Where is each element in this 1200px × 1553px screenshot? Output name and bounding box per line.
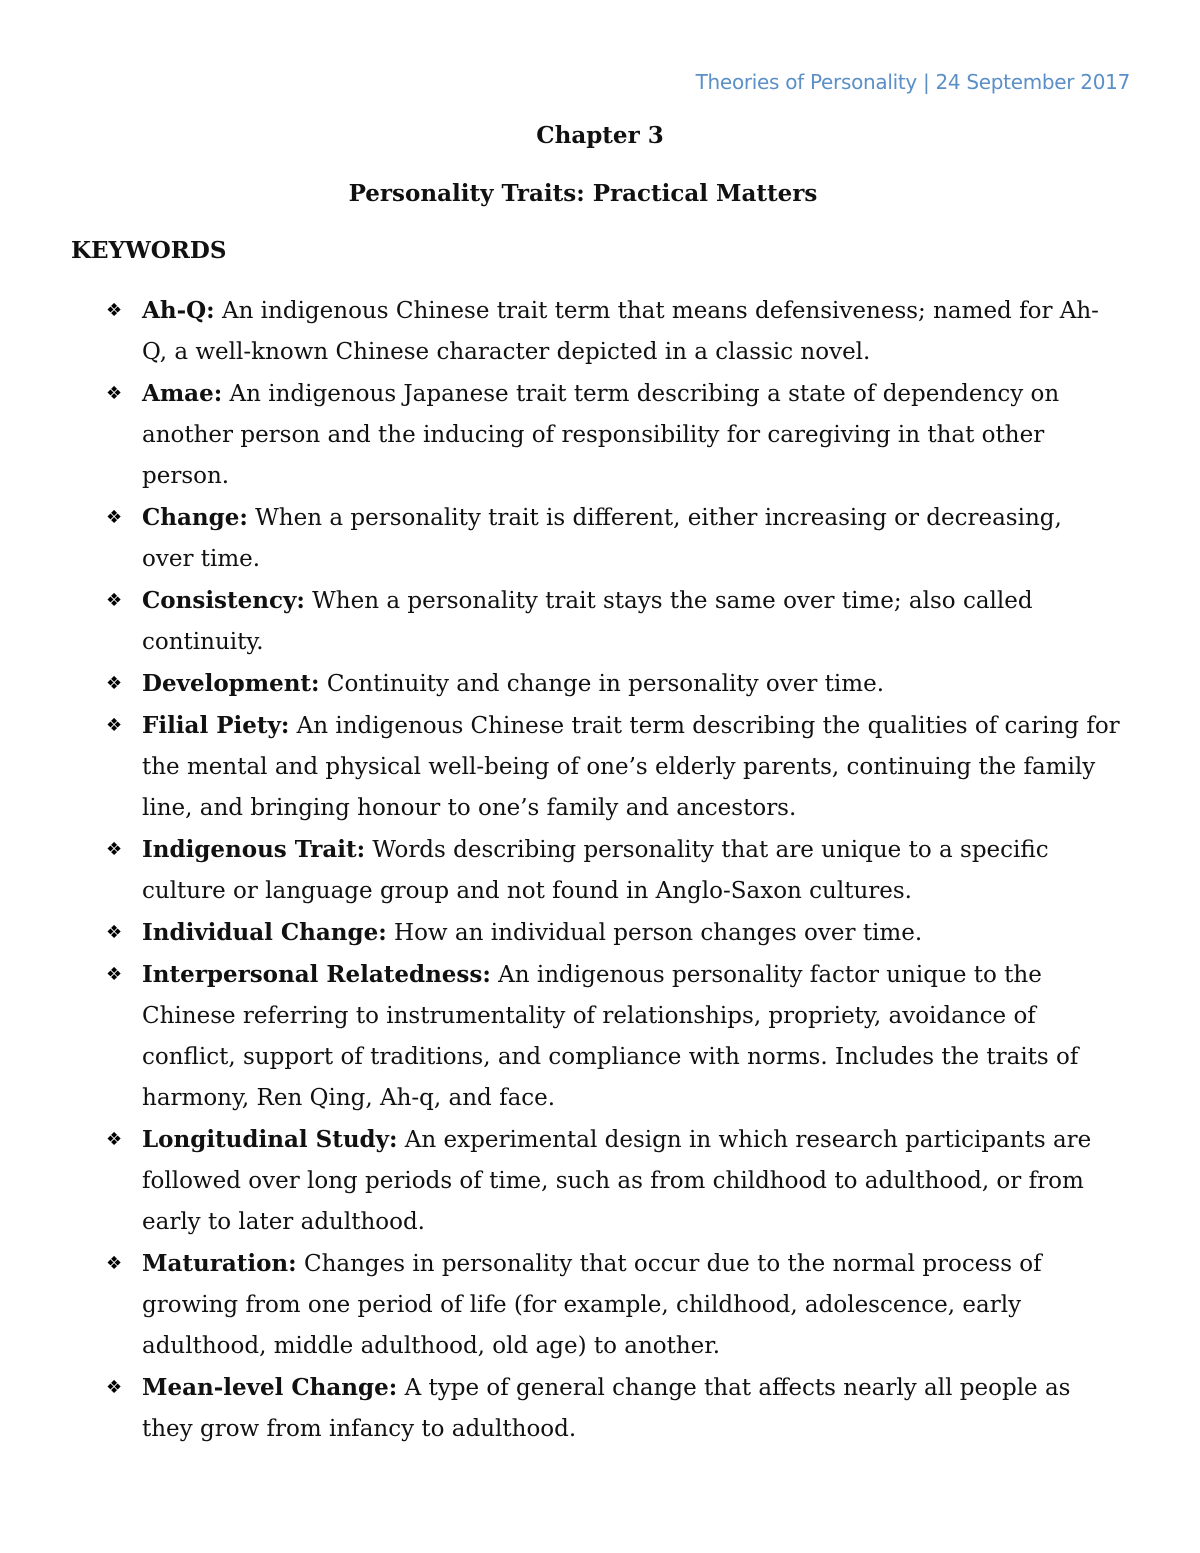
- running-header: Theories of Personality | 24 September 2017: [695, 70, 1130, 94]
- keyword-term: Consistency:: [142, 587, 305, 614]
- keyword-definition: An indigenous Japanese trait term describing a state of dependency on another person and the inducing of responsibility for caregiving in that other person.: [142, 381, 1060, 489]
- keyword-term: Amae:: [142, 380, 223, 407]
- keyword-term: Ah-Q:: [142, 297, 215, 324]
- keyword-definition: An indigenous Chinese trait term describing the qualities of caring for the mental and physical well-being of one’s elderly parents, continuing the family line, and bringing honour to one’s family and ancestors.: [142, 713, 1120, 821]
- diamond-bullet-icon: ❖: [106, 383, 123, 404]
- diamond-bullet-icon: ❖: [106, 673, 123, 694]
- diamond-bullet-icon: ❖: [106, 964, 123, 985]
- keyword-item: [0, 912, 1200, 954]
- chapter-heading: Chapter 3: [536, 122, 664, 149]
- keyword-definition: When a personality trait stays the same over time; also called continuity.: [142, 588, 1033, 655]
- diamond-bullet-icon: ❖: [106, 839, 123, 860]
- keyword-definition: How an individual person changes over time.: [394, 920, 923, 946]
- keyword-term: Development:: [142, 670, 320, 697]
- keyword-item: [0, 705, 1200, 829]
- keyword-definition: An indigenous Chinese trait term that means defensiveness; named for Ah-Q, a well-known Chinese character depicted in a classic novel.: [142, 298, 1099, 365]
- keyword-definition: When a personality trait is different, either increasing or decreasing, over time.: [142, 505, 1062, 572]
- diamond-bullet-icon: ❖: [106, 715, 123, 736]
- diamond-bullet-icon: ❖: [106, 300, 123, 321]
- keyword-term: Individual Change:: [142, 919, 387, 946]
- keyword-item: [0, 290, 1200, 373]
- diamond-bullet-icon: ❖: [106, 507, 123, 528]
- diamond-bullet-icon: ❖: [106, 922, 123, 943]
- keyword-term: Interpersonal Relatedness:: [142, 961, 491, 988]
- diamond-bullet-icon: ❖: [106, 1253, 123, 1274]
- keyword-term: Mean-level Change:: [142, 1374, 398, 1401]
- keyword-item: [0, 829, 1200, 912]
- chapter-title: Personality Traits: Practical Matters: [348, 180, 818, 207]
- keyword-term: Change:: [142, 504, 248, 531]
- keyword-definition: Words describing personality that are unique to a specific culture or language group and not found in Anglo-Saxon cultures.: [142, 837, 1049, 904]
- keyword-definition: An indigenous personality factor unique to the Chinese referring to instrumentality of relationships, propriety, avoidance of conflict, support of traditions, and compliance with norms. Includes the traits of harmony, Ren Qing, Ah-q, and face.: [142, 962, 1079, 1111]
- keyword-definition: A type of general change that affects nearly all people as they grow from infancy to adulthood.: [142, 1375, 1071, 1442]
- keyword-definition: Continuity and change in personality over time.: [326, 671, 885, 697]
- keyword-term: Filial Piety:: [142, 712, 290, 739]
- keyword-definition: An experimental design in which research participants are followed over long periods of time, such as from childhood to adulthood, or from early to later adulthood.: [142, 1127, 1092, 1235]
- keyword-item: [0, 373, 1200, 497]
- keyword-item: [0, 1119, 1200, 1243]
- keyword-item: [0, 954, 1200, 1119]
- keywords-heading: KEYWORDS: [71, 237, 227, 264]
- keyword-item: [0, 1243, 1200, 1367]
- keyword-term: Maturation:: [142, 1250, 297, 1277]
- keyword-item: [0, 497, 1200, 580]
- keyword-item: [0, 663, 1200, 705]
- keyword-item: [0, 1367, 1200, 1450]
- keyword-term: Longitudinal Study:: [142, 1126, 398, 1153]
- keyword-item: [0, 580, 1200, 663]
- keyword-term: Indigenous Trait:: [142, 836, 366, 863]
- diamond-bullet-icon: ❖: [106, 1377, 123, 1398]
- diamond-bullet-icon: ❖: [106, 1129, 123, 1150]
- diamond-bullet-icon: ❖: [106, 590, 123, 611]
- keyword-definition: Changes in personality that occur due to the normal process of growing from one period of life (for example, childhood, adolescence, early adulthood, middle adulthood, old age) to another.: [142, 1251, 1042, 1359]
- keyword-list: [0, 290, 1200, 1450]
